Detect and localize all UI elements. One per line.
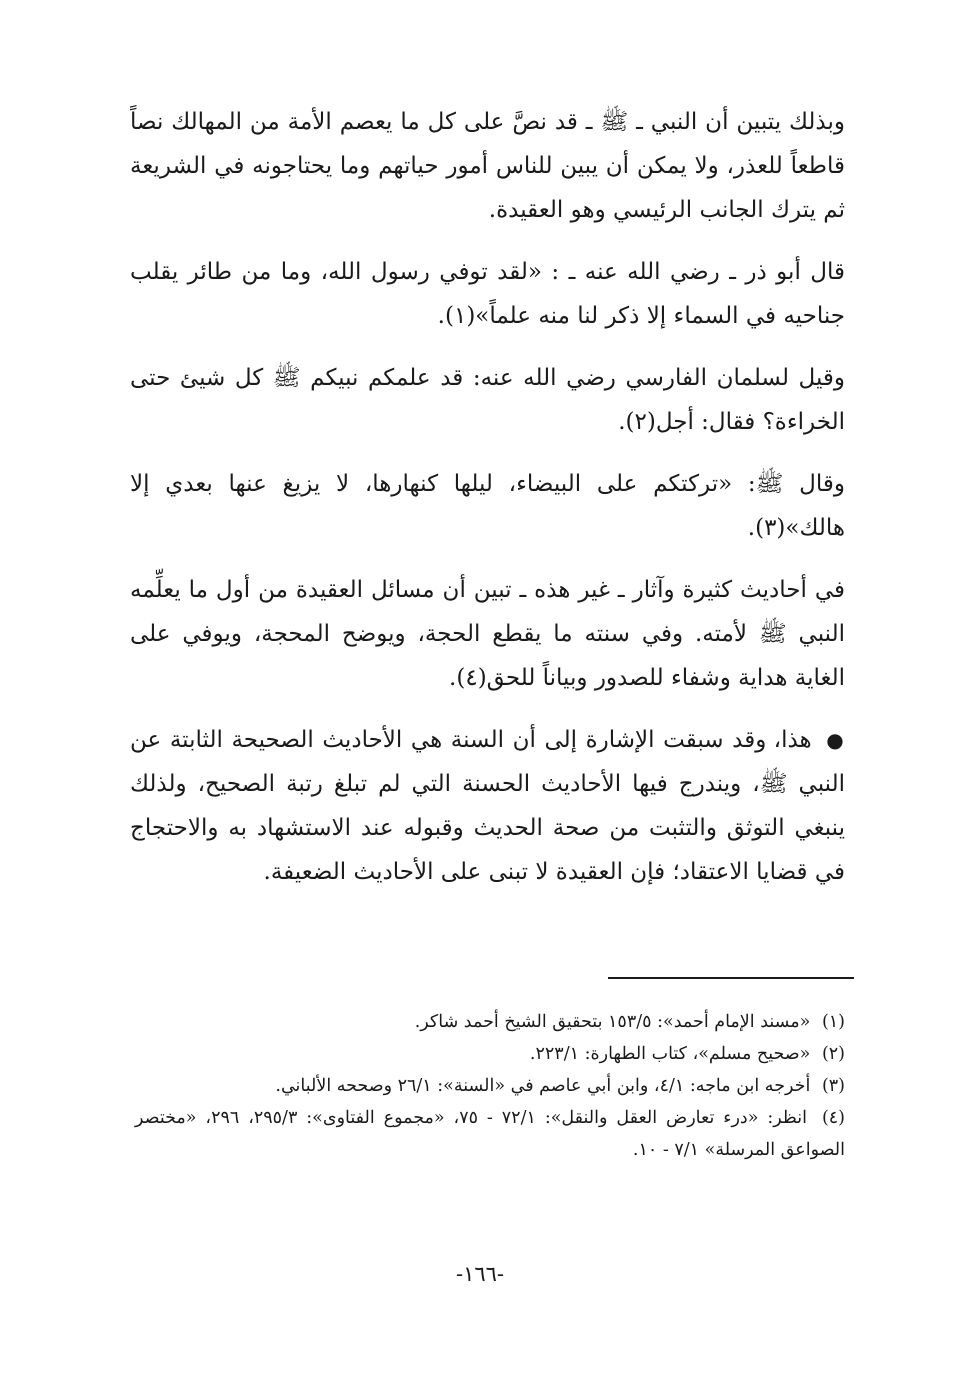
footnote-1-text: «مسند الإمام أحمد»: ١٥٣/٥ بتحقيق الشيخ أحمد شاكر. xyxy=(414,1012,811,1032)
paragraph-2-text: قال أبو ذر ـ رضي الله عنه ـ : «لقد توفي رسول الله، وما من طائر يقلب جناحيه في السماء إلا ذكر لنا منه علماً»(١). xyxy=(130,259,845,329)
footnote-2-number: (٢) xyxy=(821,1044,845,1064)
paragraph-6 xyxy=(130,718,845,894)
footnote-3 xyxy=(135,1070,845,1102)
footnote-4-text: انظر: «درء تعارض العقل والنقل»: ٧٢/١ - ٧٥، «مجموع الفتاوى»: ٢٩٥/٣، ٢٩٦، «مختصر الصواعق المرسلة» ٧/١ - ١٠. xyxy=(135,1108,845,1160)
paragraph-3-text: وقيل لسلمان الفارسي رضي الله عنه: قد علمكم نبيكم ﷺ كل شيئ حتى الخراءة؟ فقال: أجل(٢). xyxy=(130,365,845,435)
footnote-4 xyxy=(135,1102,845,1166)
footnote-4-number: (٤) xyxy=(821,1108,845,1128)
paragraph-5 xyxy=(130,568,845,700)
paragraph-1-text: وبذلك يتبين أن النبي ـ ﷺ ـ قد نصَّ على كل ما يعصم الأمة من المهالك نصاً قاطعاً للعذر، ولا يمكن أن يبين للناس أمور حياتهم وما يحتاجونه في الشريعة ثم يترك الجانب الرئيسي وهو العقيدة. xyxy=(130,109,845,223)
paragraph-1 xyxy=(130,100,845,232)
paragraph-4 xyxy=(130,462,845,550)
paragraph-2 xyxy=(130,250,845,338)
main-text xyxy=(130,100,845,912)
footnote-3-text: أخرجه ابن ماجه: ٤/١، وابن أبي عاصم في «السنة»: ٢٦/١ وصححه الألباني. xyxy=(275,1076,811,1096)
footnote-2 xyxy=(135,1038,845,1070)
page-number: -١٦٦- xyxy=(455,1262,505,1286)
footnote-2-text: «صحيح مسلم»، كتاب الطهارة: ٢٢٣/١. xyxy=(529,1044,811,1064)
footnote-3-number: (٣) xyxy=(821,1076,845,1096)
footnote-1-number: (١) xyxy=(821,1012,845,1032)
paragraph-4-text: وقال ﷺ: «تركتكم على البيضاء، ليلها كنهارها، لا يزيغ عنها بعدي إلا هالك»(٣). xyxy=(130,471,845,541)
paragraph-5-text: في أحاديث كثيرة وآثار ـ غير هذه ـ تبين أن مسائل العقيدة من أول ما يعلِّمه النبي ﷺ لأمته. وفي سنته ما يقطع الحجة، ويوضح المحجة، ويوفي على الغاية هداية وشفاء للصدور وبياناً للحق(٤). xyxy=(130,577,845,691)
bullet-icon: ● xyxy=(826,728,845,752)
footnote-separator xyxy=(608,977,854,979)
paragraph-6-text: هذا، وقد سبقت الإشارة إلى أن السنة هي الأحاديث الصحيحة الثابتة عن النبي ﷺ، ويندرج فيها الأحاديث الحسنة التي لم تبلغ رتبة الصحيح، ولذلك ينبغي التوثق والتثبت من صحة الحديث وقبوله عند الاستشهاد به والاحتجاج في قضايا الاعتقاد؛ فإن العقيدة لا تبنى على الأحاديث الضعيفة. xyxy=(130,727,845,885)
footnote-1 xyxy=(135,1006,845,1038)
paragraph-3 xyxy=(130,356,845,444)
footnotes xyxy=(135,1006,845,1166)
